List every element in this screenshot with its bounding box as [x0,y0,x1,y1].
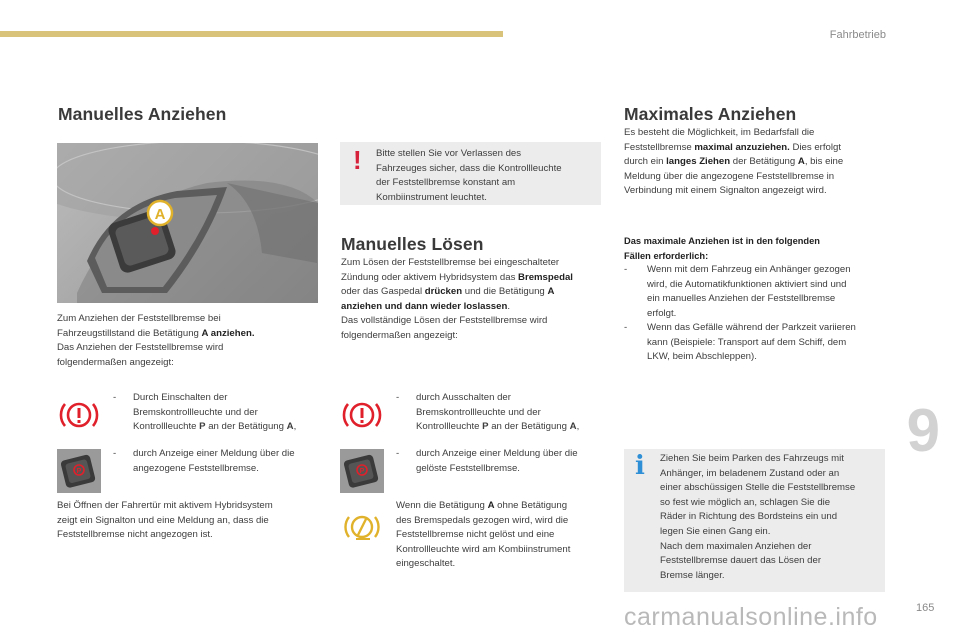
text-line: Bei Öffnen der Fahrertür mit aktivem Hybridsystem [57,500,273,511]
text-line: Bitte stellen Sie vor Verlassen des [376,148,522,159]
svg-text:P: P [359,468,365,475]
chapter-title: Fahrbetrieb [829,29,886,41]
left-intro-text [57,312,319,370]
text-line: Feststellbremse nicht angezogen ist. [57,529,213,541]
text-line: Verbindung mit einem Signalton angezeigt wird. [624,185,827,197]
warning-text [376,147,596,205]
text-line: Feststellbremse nicht gelöst und eine [396,529,555,541]
text-line: Wenn die Betätigung A ohne Betätigung [396,500,568,511]
text-line: Feststellbremse dauert das Lösen der [660,555,822,567]
text-line: Es besteht die Möglichkeit, im Bedarfsfall die [624,127,815,138]
info-box [624,449,885,592]
text-line: anziehen und dann wieder loslassen. [341,300,511,312]
text-line: Durch Einschalten der [133,392,228,403]
heading-maximales-anziehen: Maximales Anziehen [624,104,797,124]
text-line: ein manuelles Anziehen der Feststellbremse [647,293,836,305]
text-line: wird, die Automatikfunktionen aktiviert sind und [647,278,847,290]
text-line: durch Ausschalten der [416,392,511,403]
parking-brake-switch-icon [340,449,384,493]
warning-box [340,142,601,205]
parking-brake-photo [57,143,318,303]
text-line: Kontrollleuchte P an der Betätigung A, [133,421,297,433]
heading-manuelles-loesen: Manuelles Lösen [341,234,484,254]
text-line: durch Anzeige einer Meldung über die [416,448,578,459]
middle-bullet-1: - durch Ausschalten der Bremskontrollleuchte und der Kontrollleuchte P an der Betätigung A, [396,391,606,436]
warning-exclamation-icon: ! [353,145,362,175]
middle-intro-text [341,256,603,344]
text-line: Bremskontrollleuchte und der [133,406,258,418]
callout-letter-a: A [154,206,166,223]
text-line: oder das Gaspedal drücken und die Betätigung A [341,286,555,298]
text-line: zeigt ein Signalton und eine Meldung an, dass die [57,514,269,526]
text-line: eingeschaltet. [396,558,456,570]
text-line: erfolgt. [647,307,677,319]
page-number: 165 [916,602,935,614]
text-line: Nach dem maximalen Anziehen der [660,540,812,552]
text-line: durch Anzeige einer Meldung über die [133,448,295,459]
text-line: Fällen erforderlich: [624,250,709,261]
text-line: Kombiinstrument leuchtet. [376,191,487,203]
info-icon: i [635,451,645,481]
text-line: so fest wie möglich an, schlagen Sie die [660,496,831,508]
brake-fault-icon [340,505,384,549]
middle-bullet-2: - durch Anzeige einer Meldung über die gelöste Feststellbremse. [396,447,606,477]
middle-footer-text [396,499,606,572]
watermark: carmanualsonline.info [624,603,878,631]
text-line: LKW, beim Abschleppen). [647,351,757,363]
text-line: Anhänger, im beladenem Zustand oder an [660,467,840,479]
text-line: Meldung über die angezogene Feststellbremse in [624,170,835,182]
text-line: Das Anziehen der Feststellbremse wird [57,342,224,354]
parking-brake-switch-icon [57,449,101,493]
text-line: Fahrzeuges sicher, dass die Kontrollleuchte [376,162,562,174]
chapter-number: 9 [906,397,940,464]
text-line: angezogene Feststellbremse. [133,462,259,474]
text-line: Kontrollleuchte P an der Betätigung A, [416,421,580,433]
text-line: der Feststellbremse konstant am [376,177,516,189]
text-line: legen Sie einen Gang ein. [660,525,771,537]
left-bullet-1: - Durch Einschalten der Bremskontrollleuchte und der Kontrollleuchte P an der Betätigung A, [113,391,323,436]
text-line: durch ein langes Ziehen der Betätigung A, bis eine [624,156,844,168]
text-line: gelöste Feststellbremse. [416,462,520,474]
parking-brake-illustration [57,143,318,303]
text-line: folgendermaßen angezeigt: [341,329,458,341]
text-line: folgendermaßen angezeigt: [57,356,174,368]
text-line: Das maximale Anziehen ist in den folgenden [624,236,820,246]
text-line: Ziehen Sie beim Parken des Fahrzeugs mit [660,453,844,464]
brake-warning-icon [57,393,101,437]
text-line: kann (Beispiele: Transport auf dem Schiff, dem [647,336,847,348]
text-line: einer abschüssigen Stelle die Feststellbremse [660,482,856,494]
heading-manuelles-anziehen: Manuelles Anziehen [58,104,227,124]
text-line: Wenn mit dem Fahrzeug ein Anhänger gezogen [647,264,851,275]
right-intro-text [624,126,894,199]
left-bullet-2: - durch Anzeige einer Meldung über die angezogene Feststellbremse. [113,447,323,477]
text-line: Das vollständige Lösen der Feststellbremse wird [341,315,548,327]
info-text [660,452,882,583]
text-line: Zündung oder aktivem Hybridsystem das Bremspedal [341,271,573,283]
header-accent-bar [0,31,503,37]
svg-text:P: P [76,468,82,475]
text-line: Zum Lösen der Feststellbremse bei eingeschalteter [341,257,560,268]
right-subheading [624,234,894,263]
text-line: Bremse länger. [660,569,725,581]
right-bullet-2: - Wenn das Gefälle während der Parkzeit variieren kann (Beispiele: Transport auf dem Schiff, dem LKW, beim Abschleppen). [624,321,894,366]
text-line: Fahrzeugstillstand die Betätigung A anziehen. [57,327,255,339]
text-line: Kontrollleuchte wird am Kombiinstrument [396,543,571,555]
right-bullet-1: - Wenn mit dem Fahrzeug ein Anhänger gezogen wird, die Automatikfunktionen aktiviert sind und ein manuelles Anziehen der Feststellbremse erfolgt. [624,263,894,323]
text-line: des Bremspedals gezogen wird, wird die [396,514,569,526]
text-line: Bremskontrollleuchte und der [416,406,541,418]
text-line: Räder in Richtung des Bordsteins ein und [660,511,838,523]
left-footer-text [57,499,319,543]
brake-warning-icon [340,393,384,437]
text-line: Wenn das Gefälle während der Parkzeit variieren [647,322,856,333]
text-line: Zum Anziehen der Feststellbremse bei [57,313,221,324]
text-line: Feststellbremse maximal anzuziehen. Dies erfolgt [624,141,841,153]
